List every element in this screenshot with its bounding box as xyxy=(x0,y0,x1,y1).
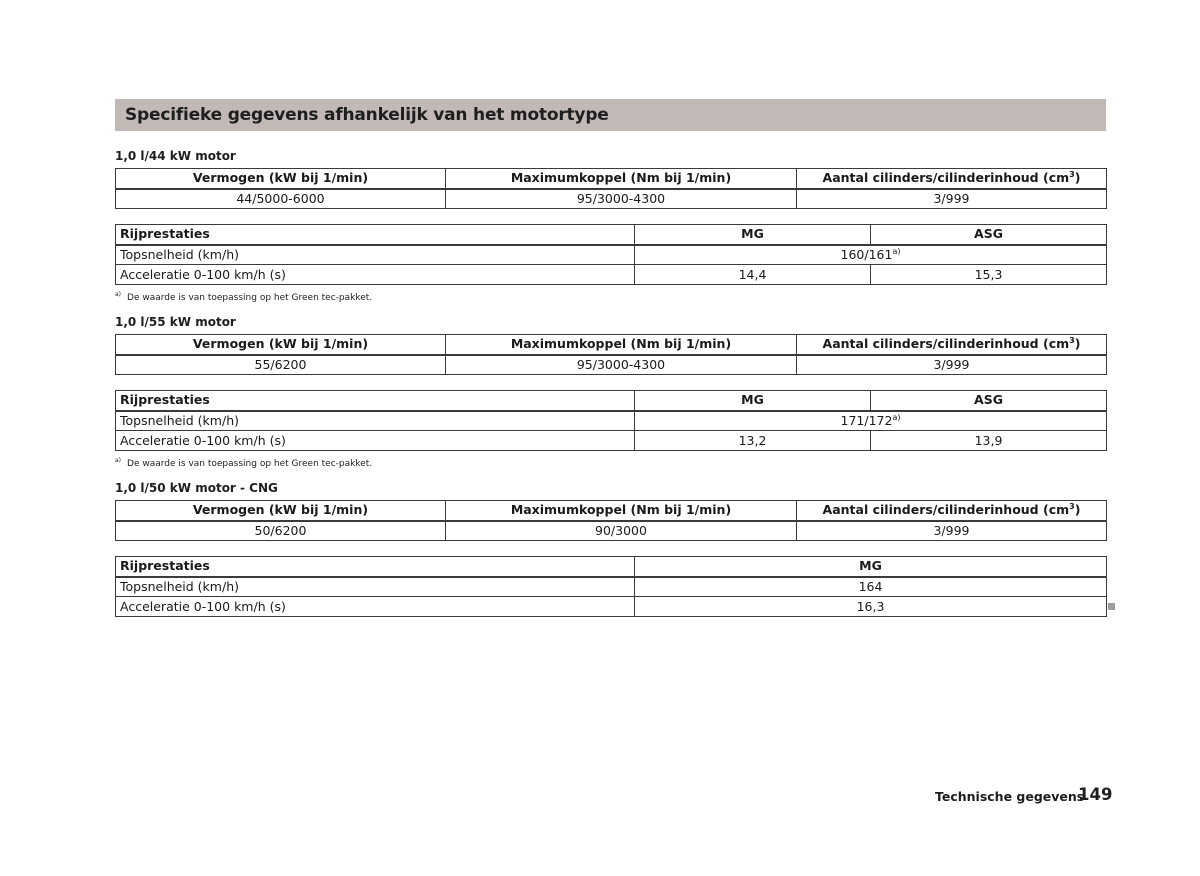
torque-value: 95/3000-4300 xyxy=(446,189,797,209)
top-speed-value: 160/161$^{a)}$ xyxy=(635,245,1107,265)
top-speed-value: 164 xyxy=(635,577,1107,597)
table-row xyxy=(116,431,1107,451)
table-row xyxy=(116,189,1107,209)
end-of-section-square-icon xyxy=(1108,603,1115,610)
perf-table-55kw xyxy=(115,390,1107,451)
table-row xyxy=(116,355,1107,375)
accel-mg-value: 14,4 xyxy=(635,265,871,285)
motor-title-55kw: 1,0 l/55 kW motor xyxy=(115,315,236,329)
torque-value: 90/3000 xyxy=(446,521,797,541)
perf-header-asg: ASG xyxy=(871,391,1107,411)
power-value: 44/5000-6000 xyxy=(116,189,446,209)
power-header: Vermogen (kW bij 1/min) xyxy=(116,335,446,355)
acceleration-label: Acceleratie 0-100 km/h (s) xyxy=(116,265,635,285)
footnote: $^{a)}$ De waarde is van toepassing op het Green tec-pakket. xyxy=(115,291,373,303)
acceleration-label: Acceleratie 0-100 km/h (s) xyxy=(116,431,635,451)
accel-mg-value: 13,2 xyxy=(635,431,871,451)
accel-asg-value: 15,3 xyxy=(871,265,1107,285)
power-header: Vermogen (kW bij 1/min) xyxy=(116,169,446,189)
page-title-banner xyxy=(115,99,1106,131)
power-value: 50/6200 xyxy=(116,521,446,541)
perf-header-label: Rijprestaties xyxy=(116,557,635,577)
table-row xyxy=(116,521,1107,541)
motor-title-50kw-cng: 1,0 l/50 kW motor - CNG xyxy=(115,481,278,495)
perf-header-mg: MG xyxy=(635,557,1107,577)
top-speed-label: Topsnelheid (km/h) xyxy=(116,245,635,265)
perf-header-mg: MG xyxy=(635,391,871,411)
acceleration-label: Acceleratie 0-100 km/h (s) xyxy=(116,597,635,617)
page-number: 149 xyxy=(1078,785,1113,804)
top-speed-label: Topsnelheid (km/h) xyxy=(116,577,635,597)
motor-title-44kw: 1,0 l/44 kW motor xyxy=(115,149,236,163)
perf-header-label: Rijprestaties xyxy=(116,225,635,245)
footnote: $^{a)}$ De waarde is van toepassing op het Green tec-pakket. xyxy=(115,457,373,469)
top-speed-label: Topsnelheid (km/h) xyxy=(116,411,635,431)
cylinders-header: Aantal cilinders/cilinderinhoud $(cm^3)$ xyxy=(797,335,1107,355)
spec-table-55kw xyxy=(115,334,1107,375)
table-row xyxy=(116,411,1107,431)
perf-table-44kw xyxy=(115,224,1107,285)
cylinders-value: 3/999 xyxy=(797,521,1107,541)
page-title: Specifieke gegevens afhankelijk van het motortype xyxy=(125,105,609,125)
torque-value: 95/3000-4300 xyxy=(446,355,797,375)
perf-header-mg: MG xyxy=(635,225,871,245)
perf-header-asg: ASG xyxy=(871,225,1107,245)
cylinders-header: Aantal cilinders/cilinderinhoud $(cm^3)$ xyxy=(797,169,1107,189)
spec-table-50kw-cng xyxy=(115,500,1107,541)
perf-table-50kw-cng xyxy=(115,556,1107,617)
spec-table-44kw xyxy=(115,168,1107,209)
accel-asg-value: 13,9 xyxy=(871,431,1107,451)
cylinders-header: Aantal cilinders/cilinderinhoud $(cm^3)$ xyxy=(797,501,1107,521)
table-row xyxy=(116,265,1107,285)
table-row xyxy=(116,577,1107,597)
torque-header: Maximumkoppel (Nm bij 1/min) xyxy=(446,335,797,355)
table-row xyxy=(116,597,1107,617)
perf-header-label: Rijprestaties xyxy=(116,391,635,411)
torque-header: Maximumkoppel (Nm bij 1/min) xyxy=(446,501,797,521)
power-header: Vermogen (kW bij 1/min) xyxy=(116,501,446,521)
cylinders-value: 3/999 xyxy=(797,189,1107,209)
accel-mg-value: 16,3 xyxy=(635,597,1107,617)
torque-header: Maximumkoppel (Nm bij 1/min) xyxy=(446,169,797,189)
power-value: 55/6200 xyxy=(116,355,446,375)
table-row xyxy=(116,245,1107,265)
cylinders-value: 3/999 xyxy=(797,355,1107,375)
footer-section-label: Technische gegevens xyxy=(935,789,1085,804)
top-speed-value: 171/172$^{a)}$ xyxy=(635,411,1107,431)
